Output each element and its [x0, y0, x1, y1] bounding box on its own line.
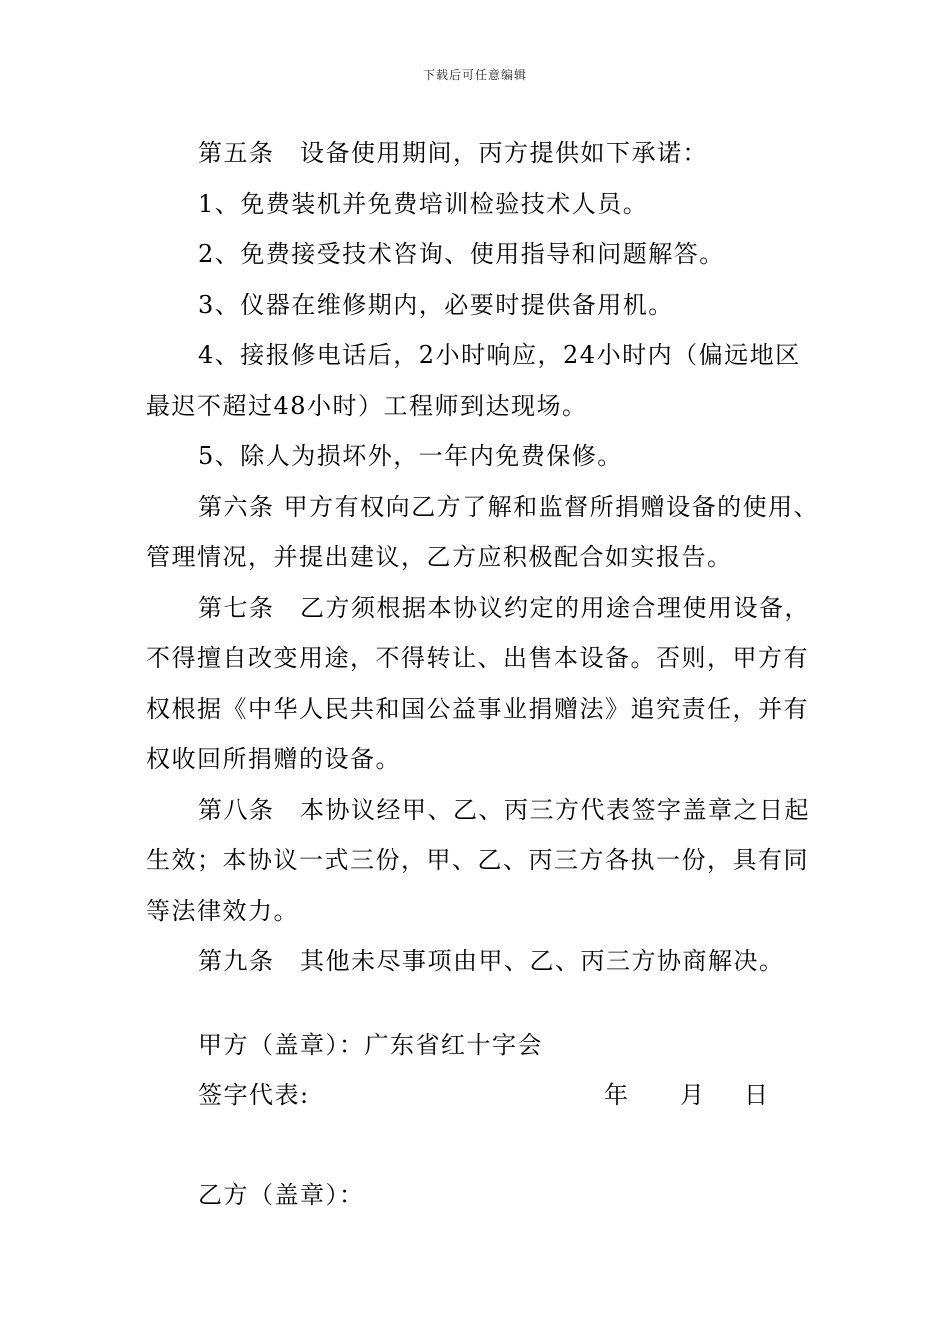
party-a-seal-line: 甲方（盖章）：广东省红十字会 — [198, 1031, 543, 1059]
clause-9: 第九条 其他未尽事项由甲、乙、丙三方协商解决。 — [198, 947, 785, 975]
clause-5-title: 第五条 设备使用期间，丙方提供如下承诺： — [198, 139, 708, 167]
clause-5-item-5: 5、除人为损坏外，一年内免费保修。 — [198, 442, 623, 470]
representative-signature-label: 签字代表: — [198, 1081, 310, 1109]
date-day-label: 日 — [744, 1081, 768, 1109]
header-note: 下载后可任意编辑 — [422, 68, 527, 82]
clause-5-item-2: 2、免费接受技术咨询、使用指导和问题解答。 — [198, 240, 725, 268]
agreement-body — [146, 128, 826, 987]
clause-5-item-4: 4、接报修电话后，2小时响应，24小时内（偏远地区最迟不超过48小时）工程师到达现场。 — [146, 341, 801, 420]
party-b-seal-line: 乙方（盖章）： — [198, 1181, 365, 1209]
clause-5-item-3: 3、仪器在维修期内，必要时提供备用机。 — [198, 290, 674, 319]
clause-8: 第八条 本协议经甲、乙、丙三方代表签字盖章之日起生效；本协议一式三份，甲、乙、丙三方各执一份，具有同等法律效力。 — [146, 795, 810, 925]
date-month-label: 月 — [680, 1081, 704, 1109]
clause-5-item-1: 1、免费装机并免费培训检验技术人员。 — [198, 189, 649, 218]
clause-6: 第六条 甲方有权向乙方了解和监督所捐赠设备的使用、管理情况，并提出建议，乙方应积极配合如实报告。 — [146, 492, 820, 571]
clause-7: 第七条 乙方须根据本协议约定的用途合理使用设备，不得擅自改变用途，不得转让、出售本设备。否则，甲方有权根据《中华人民共和国公益事业捐赠法》追究责任，并有权收回所捐赠的设备。 — [146, 593, 810, 773]
date-year-label: 年 — [604, 1081, 628, 1109]
